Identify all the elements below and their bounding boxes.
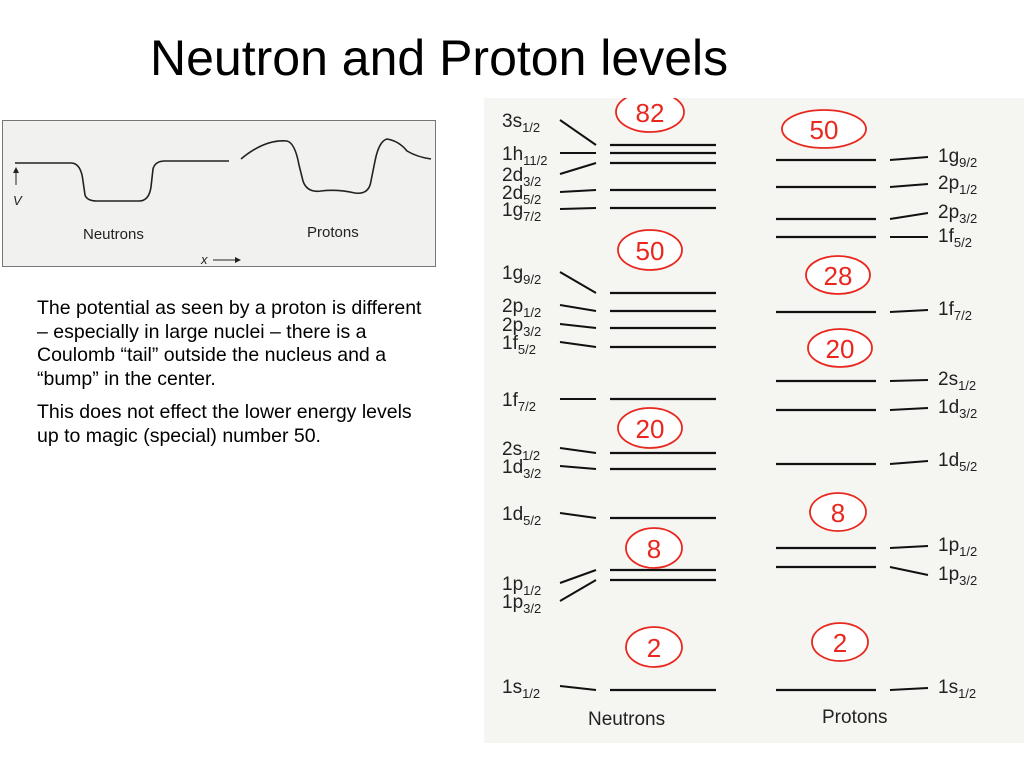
- proton-level-label-1p-3-2: $1p_{3/2}$: [938, 564, 978, 588]
- description-paragraph-1: The potential as seen by a proton is different – especially in large nuclei – there is a Coulomb “tail” outside the nucleus and a “bump” in the center.: [37, 297, 422, 390]
- v-axis-arrowhead: [13, 167, 19, 173]
- neutron-level-label-2p-3-2: $2p_{3/2}$: [502, 315, 542, 339]
- magic-numbers: [616, 98, 872, 667]
- neutrons-column-label: Neutrons: [588, 709, 666, 730]
- neutron-level-connector: [560, 342, 596, 347]
- proton-level-connector: [890, 213, 928, 219]
- neutron-level-connector: [560, 120, 596, 145]
- proton-level-connector: [890, 408, 928, 410]
- neutron-level-label-2d-3-2: $2d_{3/2}$: [502, 165, 542, 189]
- proton-levels: [776, 146, 977, 701]
- neutrons-well-label: Neutrons: [83, 226, 144, 243]
- neutron-magic-2: [626, 627, 682, 667]
- svg-text:20: 20: [825, 334, 855, 364]
- neutron-level-connector: [560, 163, 596, 174]
- proton-level-connector: [890, 461, 928, 464]
- neutron-magic-50: [618, 230, 682, 270]
- neutron-magic-8: [626, 528, 682, 568]
- svg-text:20: 20: [635, 414, 665, 444]
- neutron-potential-curve: [15, 161, 229, 201]
- svg-text:82: 82: [635, 98, 665, 128]
- proton-magic-2: [812, 623, 868, 661]
- x-axis-arrowhead: [235, 257, 241, 263]
- proton-level-connector: [890, 157, 928, 160]
- proton-level-label-1s-1-2: $1s_{1/2}$: [938, 677, 977, 701]
- neutron-level-connector: [560, 272, 596, 293]
- protons-column-label: Protons: [822, 707, 888, 728]
- svg-text:2: 2: [646, 633, 662, 663]
- description-paragraph-2: This does not effect the lower energy levels up to magic (special) number 50.: [37, 401, 412, 447]
- neutron-magic-82: [616, 98, 684, 132]
- neutron-level-label-1p-1-2: $1p_{1/2}$: [502, 574, 542, 598]
- proton-level-connector: [890, 310, 928, 312]
- svg-text:2: 2: [832, 628, 848, 658]
- neutron-level-label-1p-3-2: $1p_{3/2}$: [502, 592, 542, 616]
- neutron-level-label-1d-5-2: $1d_{5/2}$: [502, 504, 542, 528]
- proton-level-label-1f-7-2: $1f_{7/2}$: [938, 299, 972, 323]
- proton-magic-28: [806, 256, 870, 294]
- svg-text:8: 8: [646, 534, 662, 564]
- neutron-level-connector: [560, 448, 596, 453]
- neutron-level-label-1f-5-2: $1f_{5/2}$: [502, 333, 536, 357]
- neutron-level-connector: [560, 513, 596, 518]
- proton-potential-curve: [241, 139, 431, 193]
- proton-magic-50: [782, 110, 866, 148]
- proton-level-label-1f-5-2: $1f_{5/2}$: [938, 226, 972, 250]
- svg-text:50: 50: [635, 236, 665, 266]
- neutron-level-label-1f-7-2: $1f_{7/2}$: [502, 390, 536, 414]
- proton-level-label-2p-1-2: $2p_{1/2}$: [938, 173, 978, 197]
- neutron-level-label-1g-9-2: $1g_{9/2}$: [502, 263, 542, 287]
- level-scheme-panel: [484, 98, 1024, 743]
- proton-level-connector: [890, 184, 928, 187]
- potential-wells-svg: [3, 121, 435, 266]
- neutron-levels: [502, 111, 716, 701]
- neutron-level-connector: [560, 208, 596, 209]
- neutron-level-connector: [560, 466, 596, 469]
- svg-text:8: 8: [830, 498, 846, 528]
- neutron-level-connector: [560, 570, 596, 583]
- neutron-level-label-1g-7-2: $1g_{7/2}$: [502, 200, 542, 224]
- x-axis-label: x: [201, 252, 208, 266]
- proton-level-connector: [890, 567, 928, 575]
- neutron-level-label-1s-1-2: $1s_{1/2}$: [502, 677, 541, 701]
- proton-level-label-1g-9-2: $1g_{9/2}$: [938, 146, 978, 170]
- proton-level-label-2s-1-2: $2s_{1/2}$: [938, 369, 977, 393]
- neutron-magic-20: [618, 408, 682, 448]
- proton-magic-8: [810, 493, 866, 531]
- description-text: [37, 297, 437, 458]
- proton-level-label-1p-1-2: $1p_{1/2}$: [938, 535, 978, 559]
- slide-title: Neutron and Proton levels: [150, 30, 729, 86]
- v-axis-label: V: [13, 193, 22, 208]
- neutron-level-label-3s-1-2: $3s_{1/2}$: [502, 111, 541, 135]
- proton-level-connector: [890, 688, 928, 690]
- proton-level-connector: [890, 380, 928, 381]
- neutron-level-connector: [560, 580, 596, 601]
- svg-text:50: 50: [809, 115, 839, 145]
- neutron-level-label-2p-1-2: $2p_{1/2}$: [502, 296, 542, 320]
- proton-level-label-1d-5-2: $1d_{5/2}$: [938, 450, 978, 474]
- neutron-level-label-2s-1-2: $2s_{1/2}$: [502, 439, 541, 463]
- proton-magic-20: [808, 329, 872, 367]
- neutron-level-label-1h-11-2: $1h_{11/2}$: [502, 144, 548, 168]
- neutron-level-label-1d-3-2: $1d_{3/2}$: [502, 457, 542, 481]
- proton-level-connector: [890, 546, 928, 548]
- neutron-level-connector: [560, 686, 596, 690]
- neutron-level-connector: [560, 190, 596, 192]
- protons-well-label: Protons: [307, 224, 359, 241]
- svg-text:28: 28: [823, 261, 853, 291]
- potential-figure: [2, 120, 436, 267]
- neutron-level-connector: [560, 324, 596, 328]
- proton-level-label-2p-3-2: $2p_{3/2}$: [938, 202, 978, 226]
- neutron-level-label-2d-5-2: $2d_{5/2}$: [502, 183, 542, 207]
- neutron-level-connector: [560, 305, 596, 311]
- level-scheme-svg: [484, 98, 1024, 743]
- proton-level-label-1d-3-2: $1d_{3/2}$: [938, 397, 978, 421]
